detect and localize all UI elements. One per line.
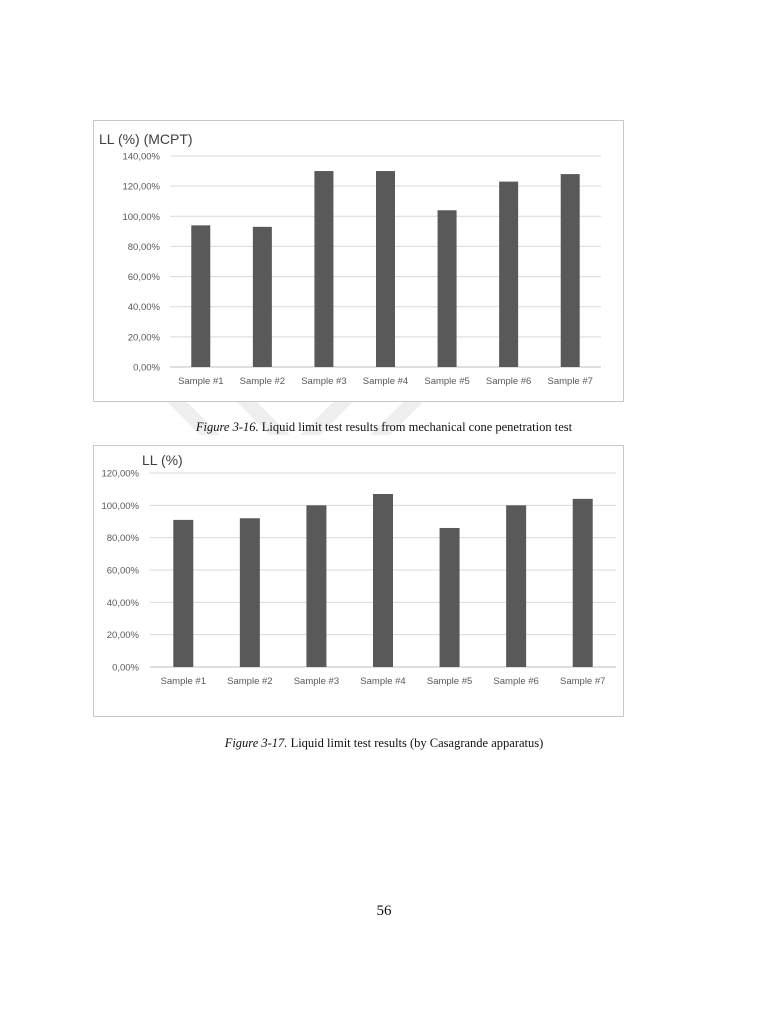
x-tick-label: Sample #2 xyxy=(239,376,286,387)
chart-mcpt-liquid-limit xyxy=(93,120,624,402)
y-tick-label: 60,00% xyxy=(106,565,139,577)
y-tick-label: 100,00% xyxy=(101,500,139,512)
chart-casagrande-liquid-limit xyxy=(93,445,624,717)
chart-mcpt-svg xyxy=(94,121,625,403)
bar-sample-3 xyxy=(314,171,333,367)
x-tick-label: Sample #5 xyxy=(424,376,470,387)
bar-sample-7 xyxy=(573,499,593,667)
chart-casagrande-svg xyxy=(94,446,625,718)
y-tick-label: 40,00% xyxy=(106,597,139,609)
bar-sample-1 xyxy=(173,520,193,667)
bar-sample-7 xyxy=(561,174,580,367)
page-number: 56 xyxy=(376,903,392,919)
x-tick-label: Sample #2 xyxy=(227,676,273,687)
x-tick-label: Sample #5 xyxy=(426,676,473,687)
y-tick-label: 40,00% xyxy=(127,302,160,314)
x-tick-label: Sample #4 xyxy=(362,376,409,387)
y-tick-label: 0,00% xyxy=(112,662,139,674)
y-tick-label: 120,00% xyxy=(101,468,139,480)
figure-3-17-caption xyxy=(0,736,768,751)
x-tick-label: Sample #1 xyxy=(160,676,206,687)
bar-sample-5 xyxy=(440,528,460,667)
figure-3-16-text: Liquid limit test results from mechanical cone penetration test xyxy=(258,420,573,434)
x-tick-label: Sample #7 xyxy=(560,676,606,687)
y-tick-label: 100,00% xyxy=(122,211,160,223)
y-tick-label: 60,00% xyxy=(127,272,160,284)
x-tick-label: Sample #6 xyxy=(493,676,539,687)
x-tick-label: Sample #4 xyxy=(360,676,406,687)
bar-sample-6 xyxy=(499,182,518,367)
chart-title: LL (%) (MCPT) xyxy=(99,131,193,147)
x-tick-label: Sample #7 xyxy=(547,376,593,387)
figure-3-17-text: Liquid limit test results (by Casagrande apparatus) xyxy=(287,736,544,750)
x-tick-label: Sample #1 xyxy=(178,376,224,387)
bar-sample-4 xyxy=(373,494,393,667)
y-tick-label: 120,00% xyxy=(122,181,160,193)
x-tick-label: Sample #3 xyxy=(293,676,340,687)
y-tick-label: 80,00% xyxy=(127,241,160,253)
figure-3-16-label: Figure 3-16. xyxy=(195,420,259,434)
bar-sample-3 xyxy=(306,505,326,667)
bar-sample-2 xyxy=(240,518,260,667)
bar-sample-4 xyxy=(376,171,395,367)
y-tick-label: 140,00% xyxy=(122,151,160,163)
figure-3-17-label: Figure 3-17. xyxy=(224,736,288,750)
bar-sample-6 xyxy=(506,505,526,667)
x-tick-label: Sample #3 xyxy=(301,376,347,387)
y-tick-label: 20,00% xyxy=(127,332,160,344)
figure-3-16-caption xyxy=(0,420,768,435)
x-tick-label: Sample #6 xyxy=(485,376,532,387)
chart-title: LL (%) xyxy=(142,452,183,468)
y-tick-label: 20,00% xyxy=(106,630,139,642)
y-tick-label: 0,00% xyxy=(133,362,160,374)
bar-sample-2 xyxy=(253,227,272,367)
bar-sample-1 xyxy=(191,225,210,367)
y-tick-label: 80,00% xyxy=(106,533,139,545)
bar-sample-5 xyxy=(438,210,457,367)
